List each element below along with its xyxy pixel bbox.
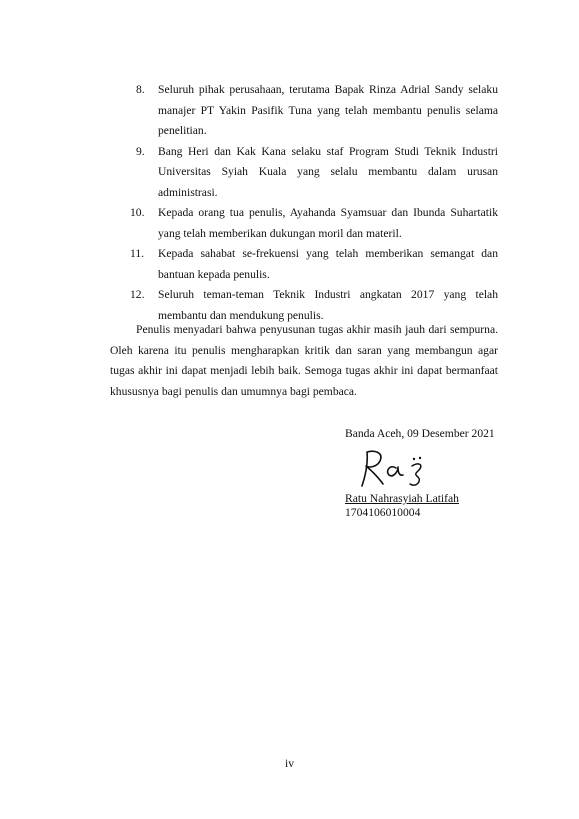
list-item-text: Bang Heri dan Kak Kana selaku staf Program Studi Teknik Industri Universitas Syiah Kuala yang selalu membantu dalam urusan administrasi. <box>158 144 498 199</box>
list-item-number: 12. <box>130 288 145 301</box>
list-item-text: Seluruh pihak perusahaan, terutama Bapak Rinza Adrial Sandy selaku manajer PT Yakin Pasifik Tuna yang telah membantu penulis selama penelitian. <box>158 83 498 137</box>
closing-paragraph: Penulis menyadari bahwa penyusunan tugas akhir masih jauh dari sempurna. Oleh karena itu penulis mengharapkan kritik dan saran yang membangun agar tugas akhir ini dapat menjadi lebih baik. Semoga tugas akhir ini dapat bermanfaat khususnya bagi penulis dan umumnya bagi pembaca. <box>110 323 498 398</box>
acknowledgement-list <box>110 80 498 326</box>
handwritten-signature <box>356 444 436 492</box>
list-item <box>110 142 498 204</box>
list-item <box>110 203 498 244</box>
list-item-text: Seluruh teman-teman Teknik Industri angkatan 2017 yang telah membantu dan mendukung penulis. <box>158 288 498 322</box>
signer-nim: 1704106010004 <box>345 506 421 519</box>
list-item-number: 8. <box>136 83 145 96</box>
list-item <box>110 244 498 285</box>
place-date: Banda Aceh, 09 Desember 2021 <box>345 427 495 440</box>
list-item-number: 11. <box>130 247 145 260</box>
list-item-number: 10. <box>130 206 145 219</box>
page-number: iv <box>284 757 295 770</box>
signer-block <box>345 492 459 520</box>
signer-name: Ratu Nahrasyiah Latifah <box>345 492 459 505</box>
list-item-number: 9. <box>136 144 145 158</box>
list-item-text: Kepada sahabat se-frekuensi yang telah memberikan semangat dan bantuan kepada penulis. <box>158 247 498 281</box>
list-item-text: Kepada orang tua penulis, Ayahanda Syamsuar dan Ibunda Suhartatik yang telah memberikan dukungan moril dan materil. <box>158 206 498 240</box>
list-item <box>110 80 498 142</box>
